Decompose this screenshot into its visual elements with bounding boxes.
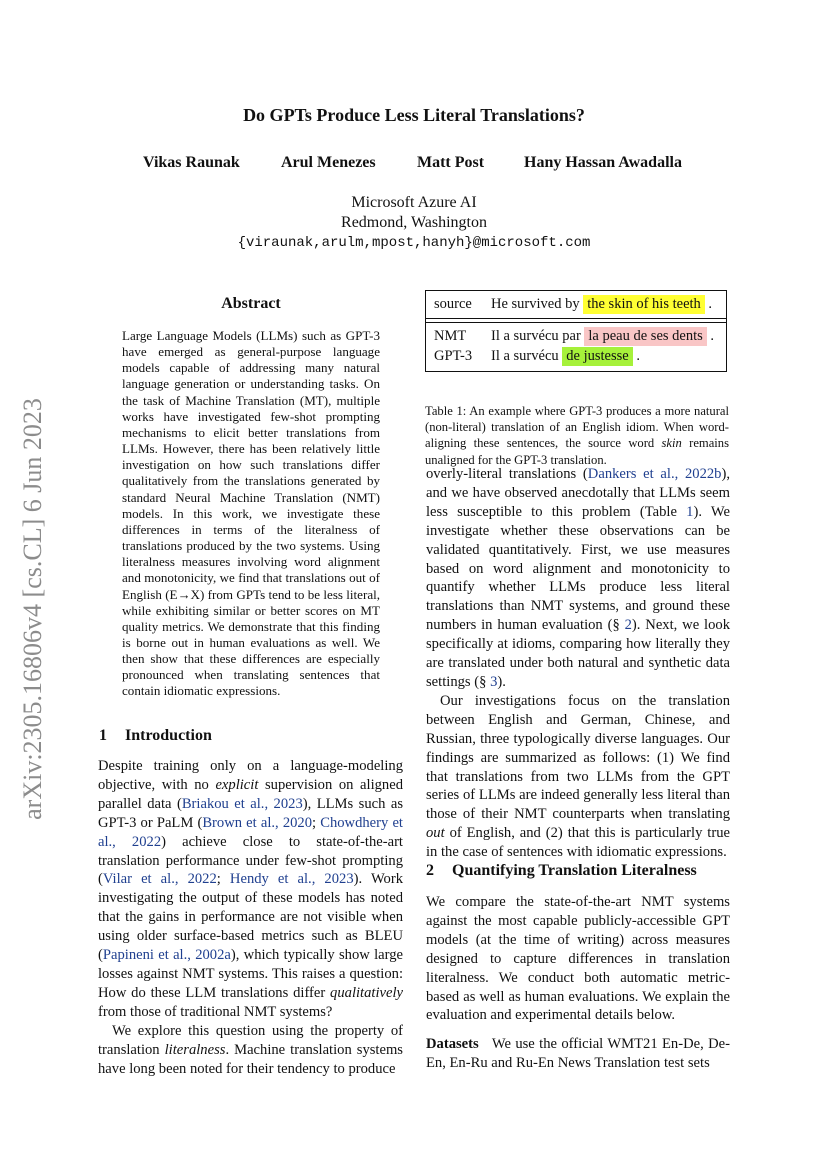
citation-link[interactable]: Vilar et al., 2022 bbox=[102, 871, 217, 888]
affiliation-org: Microsoft Azure AI bbox=[351, 194, 477, 211]
citation-link[interactable]: Chowdhery et al., 2022 bbox=[98, 814, 403, 850]
idiom-highlight: the skin of his teeth bbox=[583, 295, 705, 314]
section-title: Introduction bbox=[125, 727, 212, 744]
table-1 bbox=[425, 290, 727, 380]
author-name: Hany Hassan Awadalla bbox=[524, 154, 682, 171]
row-text: Il a survécu de justesse . bbox=[491, 348, 640, 364]
section-number: 2 bbox=[426, 862, 434, 879]
section-heading-quantifying-literalness bbox=[426, 862, 697, 880]
table-row-source bbox=[425, 294, 727, 316]
abstract-heading: Abstract bbox=[221, 295, 281, 312]
citation-link[interactable]: Hendy et al., 2023 bbox=[229, 871, 354, 888]
idiom-highlight: de justesse bbox=[562, 347, 632, 366]
section-ref-link[interactable]: 3 bbox=[490, 673, 498, 690]
citation-link[interactable]: Briakou et al., 2023 bbox=[181, 795, 303, 812]
section-number: 1 bbox=[99, 727, 107, 744]
introduction-right-column bbox=[426, 465, 730, 862]
row-label: source bbox=[434, 296, 472, 312]
row-label: GPT-3 bbox=[434, 348, 473, 364]
paragraph: overly-literal translations (Dankers et al., 2022b), and we have observed anecdotally that LLMs seem less susceptible to this problem (Table 1). We investigate whether these observations can be validated quantitatively. First, we use measures based on word alignment and monotonicity to quantify whether LLMs produce less literal translations than NMT systems, and ground these numbers in human evaluation (§ 2). Next, we look specifically at idioms, comparing how literally they are translated under both natural and synthetic data settings (§ 3). bbox=[426, 466, 730, 690]
arxiv-stamp bbox=[13, 378, 53, 840]
affiliation-location: Redmond, Washington bbox=[341, 214, 487, 231]
author-name: Vikas Raunak bbox=[143, 154, 240, 171]
section2-body bbox=[426, 893, 730, 1073]
table-rule bbox=[425, 290, 727, 291]
row-text: Il a survécu par la peau de ses dents . bbox=[491, 328, 715, 344]
row-text: He survived by the skin of his teeth . bbox=[491, 296, 713, 312]
section-title: Quantifying Translation Literalness bbox=[452, 862, 697, 879]
table-ref-link[interactable]: 1 bbox=[686, 503, 694, 520]
table-rule bbox=[425, 318, 727, 319]
paragraph: We explore this question using the property of translation literalness. Machine translation systems have long been noted for their tendency to produce bbox=[98, 1022, 403, 1077]
paragraph: We compare the state-of-the-art NMT systems against the most capable publicly-accessible GPT models (at the time of writing) across measures designed to capture differences in translation literalness. We conduct both automatic metric-based as well as human evaluations. We explain the evaluation and experimental details below. bbox=[426, 894, 730, 1024]
section-ref-link[interactable]: 2 bbox=[624, 617, 632, 634]
table-row-gpt3 bbox=[425, 346, 727, 368]
table-rule bbox=[425, 322, 727, 323]
paragraph: Our investigations focus on the translation between English and German, Chinese, and Russian, three typologically diverse languages. Our findings are summarized as follows: (1) We find that translations from two LLMs from the GPT series of LLMs are indeed generally less literal than those of their NMT counterparts when translating out of English, and (2) that this is particularly true in the case of sentences with idiomatic expressions. bbox=[426, 692, 730, 861]
introduction-left-column bbox=[98, 757, 403, 1078]
paragraph: Datasets We use the official WMT21 En-De, De-En, En-Ru and Ru-En News Translation test sets bbox=[426, 1036, 730, 1072]
paragraph: Despite training only on a language-modeling objective, with no explicit supervision on aligned parallel data (Briakou et al., 2023), LLMs such as GPT-3 or PaLM (Brown et al., 2020; Chowdhery et al., 2022) achieve close to state-of-the-art translation performance under few-shot prompting (Vilar et al., 2022; Hendy et al., 2023). Work investigating the output of these models has noted that the gains in performance are not visible when using older surface-based metrics such as BLEU (Papineni et al., 2002a), which typically show large losses against NMT systems. This raises a question: How do these LLM translations differ qualitatively from those of traditional NMT systems? bbox=[98, 758, 404, 1020]
author-name: Matt Post bbox=[417, 154, 485, 171]
author-emails: {viraunak,arulm,mpost,hanyh}@microsoft.com bbox=[237, 235, 591, 251]
row-label: NMT bbox=[434, 328, 467, 344]
table-caption: Table 1: An example where GPT-3 produces a more natural (non-literal) translation of an English idiom. When word-aligning these sentences, the source word skin remains unaligned for the GPT-3 translation. bbox=[425, 404, 729, 467]
table-rule bbox=[425, 371, 727, 372]
arxiv-stamp-text: arXiv:2305.16806v4 [cs.CL] 6 Jun 2023 bbox=[18, 398, 47, 820]
table-row-nmt bbox=[425, 326, 727, 348]
paragraph-heading: Datasets bbox=[426, 1036, 479, 1053]
citation-link[interactable]: Dankers et al., 2022b bbox=[587, 466, 722, 482]
citation-link[interactable]: Brown et al., 2020 bbox=[202, 814, 313, 831]
abstract-text: Large Language Models (LLMs) such as GPT-3 have emerged as general-purpose language models capable of addressing many natural language generation or understanding tasks. On the task of Machine Translation (MT), multiple works have investigated few-shot prompting mechanisms to elicit better translations from LLMs. However, there has been relatively little investigation on how such translations differ qualitatively from the translations generated by standard Neural Machine Translation (NMT) models. In this work, we investigate these differences in terms of the literalness of translations produced by the two systems. Using literalness measures involving word alignment and monotonicity, we find that translations out of English (E→X) from GPTs tend to be less literal, while exhibiting similar or better scores on MT quality metrics. We demonstrate that this finding is borne out in human evaluations as well. We then show that these differences are especially pronounced when translating sentences that contain idiomatic expressions. bbox=[122, 328, 380, 699]
author-list bbox=[0, 154, 828, 178]
paper-title: Do GPTs Produce Less Literal Translations? bbox=[243, 105, 585, 125]
idiom-highlight: la peau de ses dents bbox=[584, 327, 706, 346]
citation-link[interactable]: Papineni et al., 2002a bbox=[102, 947, 231, 964]
section-heading-introduction bbox=[99, 727, 212, 745]
author-name: Arul Menezes bbox=[281, 154, 376, 171]
